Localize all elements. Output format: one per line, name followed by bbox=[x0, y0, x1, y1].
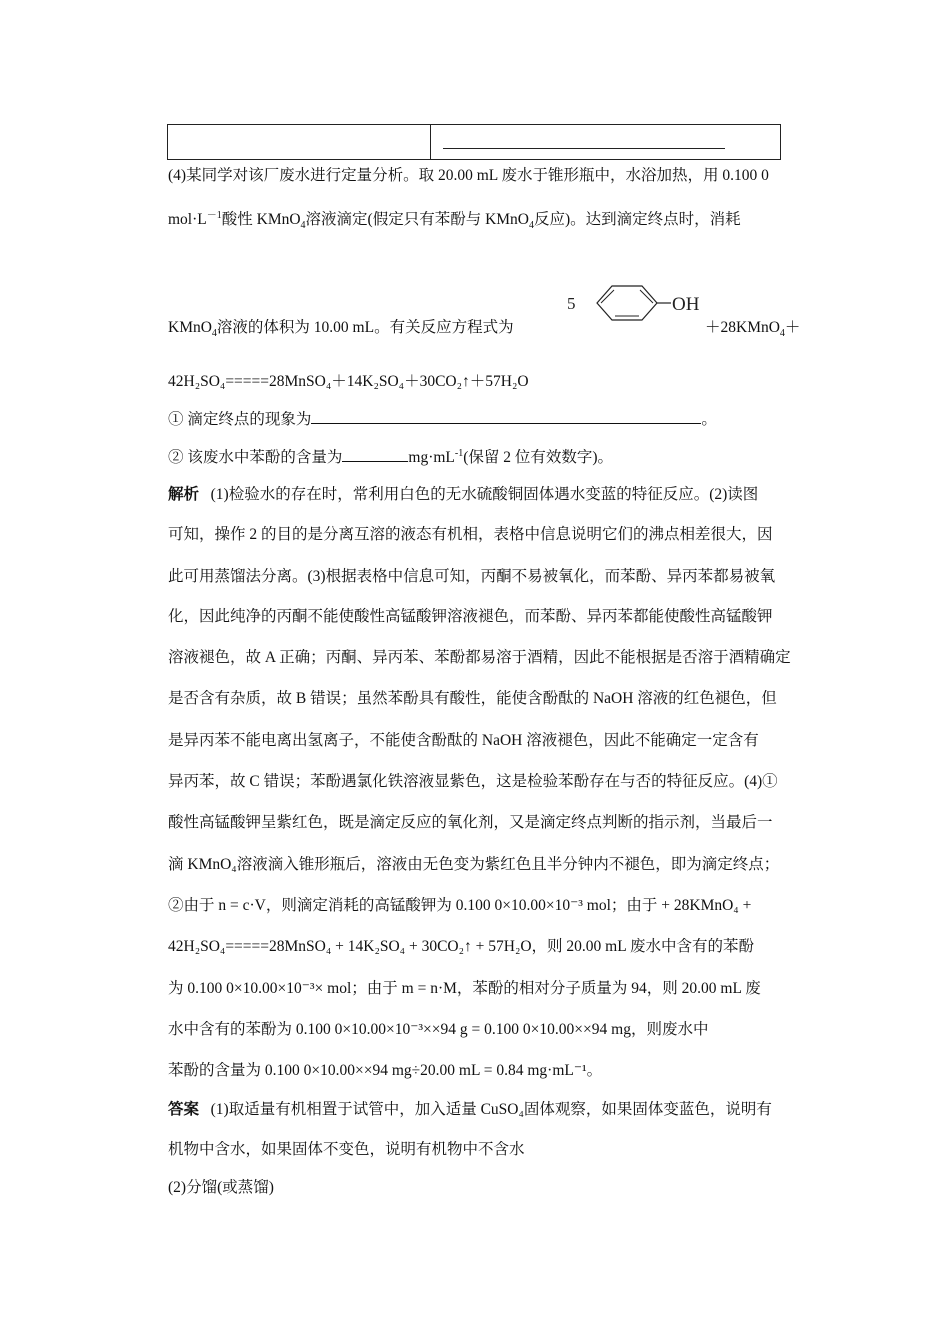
question-4-1 bbox=[168, 409, 717, 430]
text-span: 溶液滴定(假定只有苯酚与 KMnO bbox=[305, 211, 530, 228]
subscript: 4 bbox=[779, 328, 785, 340]
analysis-line-1 bbox=[168, 485, 808, 505]
analysis-line-14: 水中含有的苯酚为 0.100 0×10.00×10⁻³××94 g = 0.100 0×10.00××94 mg，则废水中 bbox=[168, 1021, 709, 1038]
text-span: 。 bbox=[701, 411, 717, 428]
analysis-line-7: 是异丙苯不能电离出氢离子，不能使含酚酞的 NaOH 溶液褪色，因此不能确定一定含有 bbox=[168, 732, 759, 749]
superscript: -1 bbox=[454, 447, 464, 459]
text-span: (保留 2 位有效数字)。 bbox=[463, 449, 614, 466]
analysis-line-6: 是否含有杂质，故 B 错误；虽然苯酚具有酸性，能使含酚酞的 NaOH 溶液的红色褪色，但 bbox=[168, 690, 777, 707]
answer-label: 答案 bbox=[168, 1101, 200, 1118]
text-span: KMnO bbox=[168, 319, 212, 336]
phenol-structure-diagram bbox=[565, 283, 715, 343]
text-span: 反应)。达到滴定终点时，消耗 bbox=[534, 211, 741, 228]
analysis-line-8: 异丙苯，故 C 错误；苯酚遇氯化铁溶液显紫色，这是检验苯酚存在与否的特征反应。(4)① bbox=[168, 773, 778, 790]
analysis-line-13: 为 0.100 0×10.00×10⁻³× mol；由于 m = n·M，苯酚的相对分子质量为 94，则 20.00 mL 废 bbox=[168, 980, 761, 997]
superscript: －1 bbox=[206, 209, 222, 221]
analysis-line-11: ②由于 n = c·V，则滴定消耗的高锰酸钾为 0.100 0×10.00×10⁻³ mol；由于 + 28KMnO₄ + bbox=[168, 897, 752, 914]
question-text: ② 该废水中苯酚的含量为 bbox=[168, 449, 343, 466]
analysis-line-3: 此可用蒸馏法分离。(3)根据表格中信息可知，丙酮不易被氧化，而苯酚、异丙苯都易被氧 bbox=[168, 568, 776, 585]
subscript: 4 bbox=[211, 328, 217, 340]
analysis-line-12: 42H₂SO₄=====28MnSO₄ + 14K₂SO₄ + 30CO₂↑ + 57H₂O，则 20.00 mL 废水中含有的苯酚 bbox=[168, 938, 754, 955]
analysis-line-15: 苯酚的含量为 0.100 0×10.00××94 mg÷20.00 mL = 0.84 mg·mL⁻¹。 bbox=[168, 1062, 603, 1079]
equation-continuation bbox=[705, 318, 800, 338]
text-span: 酸性 KMnO bbox=[221, 211, 301, 228]
hydroxyl-label: OH bbox=[672, 294, 700, 315]
subscript: 4 bbox=[300, 220, 306, 232]
answer-line-2: 机物中含水，如果固体不变色，说明有机物中不含水 bbox=[168, 1141, 525, 1158]
structure-coefficient: 5 bbox=[567, 294, 576, 313]
table-answer-blank bbox=[443, 148, 725, 149]
text-span: ＋ bbox=[784, 319, 801, 336]
question-4-line-1: (4)某同学对该厂废水进行定量分析。取 20.00 mL 废水于锥形瓶中，水浴加热，用 0.100 0 bbox=[168, 167, 769, 184]
question-text: ① 滴定终点的现象为 bbox=[168, 411, 312, 428]
text-span: 溶液的体积为 10.00 mL。有关反应方程式为 bbox=[216, 319, 514, 336]
question-4-2 bbox=[168, 447, 613, 468]
analysis-line-9: 酸性高锰酸钾呈紫红色，既是滴定反应的氧化剂，又是滴定终点判断的指示剂，当最后一 bbox=[168, 814, 773, 831]
text-span: (1)检验水的存在时，常利用白色的无水硫酸铜固体遇水变蓝的特征反应。(2)读图 bbox=[210, 486, 759, 503]
text-span: (1)取适量有机相置于试管中，加入适量 CuSO₄固体观察，如果固体变蓝色，说明有 bbox=[210, 1101, 772, 1118]
analysis-label: 解析 bbox=[168, 486, 200, 503]
table-column-divider bbox=[430, 125, 431, 159]
analysis-line-5: 溶液褪色，故 A 正确；丙酮、异丙苯、苯酚都易溶于酒精，因此不能根据是否溶于酒精确定 bbox=[168, 649, 791, 666]
answer-line-1 bbox=[168, 1100, 808, 1120]
benzene-ring bbox=[597, 286, 657, 320]
unit-text: mol·L bbox=[168, 211, 207, 228]
analysis-line-4: 化，因此纯净的丙酮不能使酸性高锰酸钾溶液褪色，而苯酚、异丙苯都能使酸性高锰酸钾 bbox=[168, 608, 773, 625]
answer-blank bbox=[311, 409, 701, 424]
text-span: mg·mL bbox=[408, 449, 455, 466]
reaction-equation: 42H₂SO₄=====28MnSO₄＋14K₂SO₄＋30CO₂↑＋57H₂O bbox=[168, 373, 529, 390]
answer-table bbox=[167, 124, 781, 160]
answer-line-3: (2)分馏(或蒸馏) bbox=[168, 1179, 274, 1196]
answer-blank bbox=[342, 447, 408, 462]
text-span: ＋28KMnO bbox=[705, 319, 780, 336]
analysis-line-10: 滴 KMnO₄溶液滴入锥形瓶后，溶液由无色变为紫红色且半分钟内不褪色，即为滴定终点； bbox=[168, 856, 780, 873]
subscript: 4 bbox=[529, 220, 535, 232]
question-4-line-2 bbox=[168, 210, 808, 230]
question-4-line-3 bbox=[168, 318, 514, 338]
analysis-line-2: 可知，操作 2 的目的是分离互溶的液态有机相，表格中信息说明它们的沸点相差很大，因 bbox=[168, 526, 773, 543]
